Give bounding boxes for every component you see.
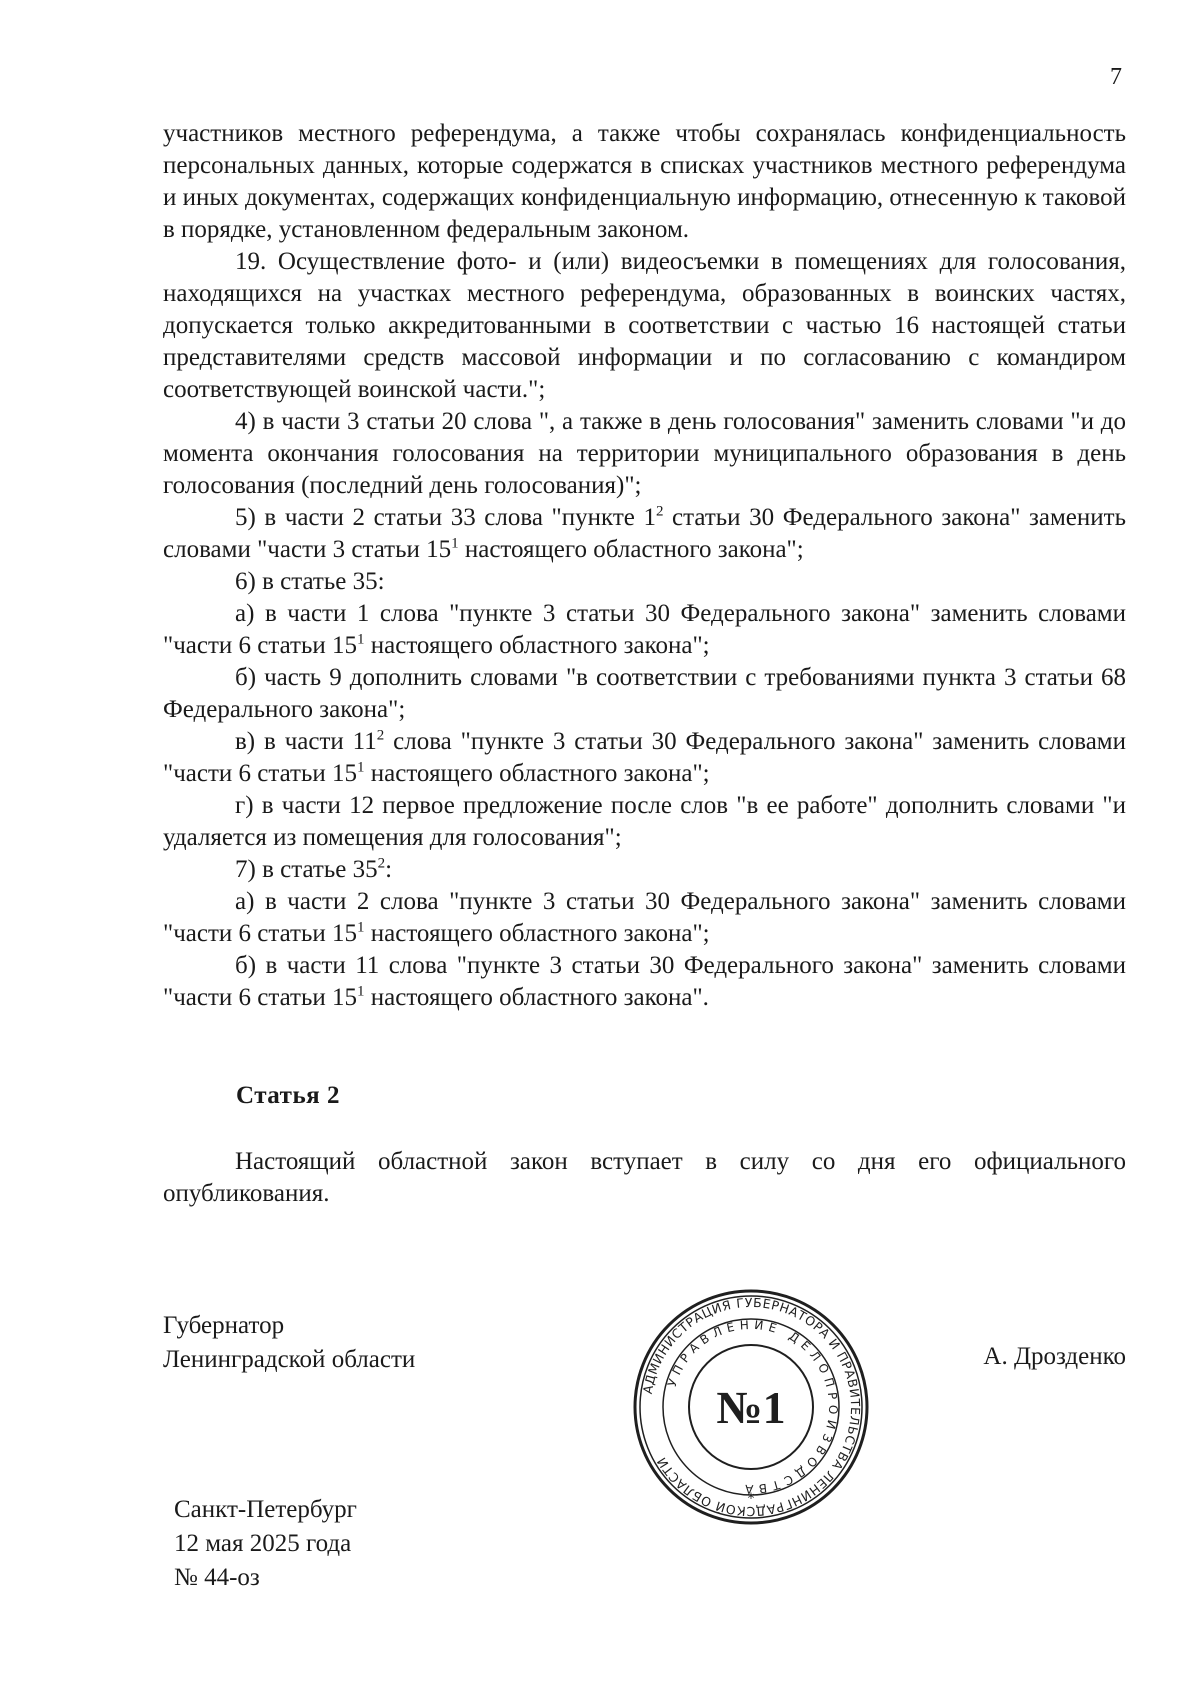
text-run: б) часть 9 дополнить словами "в соответствии с требованиями пункта 3 статьи 68 Федерального закона"; (163, 664, 1126, 723)
stamp-inner-text: УПРАВЛЕНИЕ ДЕЛОПРОИЗВОДСТВА (664, 1317, 841, 1497)
body-paragraph (163, 950, 1126, 1014)
text-run: участников местного референдума, а также чтобы сохранялась конфиденциальность персональных данных, которые содержатся в списках участников местного референдума и иных документах, содержащих конфиденциальную информацию, отнесенную к таковой в порядке, установленном федеральным законом. (163, 120, 1126, 243)
text-run: 6) в статье 35: (235, 568, 385, 595)
text-run: слова "пункте 3 статьи 30 Федерального закона" заменить словами "части 6 статьи 15 (163, 728, 1126, 787)
stamp-outer-text: АДМИНИСТРАЦИЯ ГУБЕРНАТОРА И ПРАВИТЕЛЬСТВА ЛЕНИНГРАДСКОЙ ОБЛАСТИ (639, 1294, 864, 1520)
text-run: а) в части 2 слова "пункте 3 статьи 30 Федерального закона" заменить словами "части 6 статьи 15 (163, 888, 1126, 947)
body-paragraph (163, 886, 1126, 950)
superscript: 1 (357, 759, 365, 776)
text-run: : (385, 856, 393, 883)
superscript: 1 (357, 631, 365, 648)
body-paragraph (163, 726, 1126, 790)
text-run: настоящего областного закона"; (364, 632, 710, 659)
article-paragraph: Настоящий областной закон вступает в силу со дня его официального опубликования. (163, 1148, 1126, 1207)
stamp-center-number: №1 (716, 1382, 786, 1433)
superscript: 1 (357, 919, 365, 936)
text-run: б) в части 11 слова "пункте 3 статьи 30 Федерального закона" заменить словами "части 6 статьи 15 (163, 952, 1126, 1011)
superscript: 1 (357, 983, 365, 1000)
body-paragraph (163, 662, 1126, 726)
city: Санкт-Петербург (174, 1496, 357, 1523)
text-run: г) в части 12 первое предложение после слов "в ее работе" дополнить словами "и удаляется из помещения для голосования"; (163, 792, 1126, 851)
body-paragraph (163, 790, 1126, 854)
text-run: статьи 30 Федерального закона" заменить словами "части 3 статьи 15 (163, 504, 1126, 563)
superscript: 2 (655, 503, 664, 520)
body-paragraph (163, 246, 1126, 406)
stamp-star-icon: * (747, 1491, 755, 1507)
text-run: настоящего областного закона"; (458, 536, 804, 563)
article-text (163, 1146, 1126, 1210)
law-number: № 44-оз (174, 1564, 260, 1591)
text-run: 4) в части 3 статьи 20 слова ", а также в день голосования" заменить словами "и до момента окончания голосования на территории муниципального образования в день голосования (последний день голосования)"; (163, 408, 1126, 499)
body-paragraph (163, 406, 1126, 502)
article-heading: Статья 2 (236, 1082, 340, 1109)
governor-title (163, 1309, 415, 1377)
superscript: 2 (377, 855, 386, 872)
body-paragraph (163, 118, 1126, 246)
date: 12 мая 2025 года (174, 1530, 352, 1557)
body-paragraph (163, 854, 1126, 886)
superscript: 2 (376, 727, 385, 744)
official-stamp-seal (631, 1287, 871, 1527)
body-paragraph (163, 598, 1126, 662)
text-run: настоящего областного закона"; (364, 760, 710, 787)
text-run: в) в части 11 (235, 728, 377, 755)
superscript: 1 (451, 535, 459, 552)
governor-title-line1: Губернатор (163, 1312, 285, 1339)
place-date-number (174, 1493, 357, 1595)
text-run: 19. Осуществление фото- и (или) видеосъемки в помещениях для голосования, находящихся на участках местного референдума, образованных в воинских частях, допускается только аккредитованными в соответствии с частью 16 настоящей статьи представителями средств массовой информации и по согласованию с командиром соответствующей воинской части."; (163, 248, 1126, 403)
body-paragraph (163, 502, 1126, 566)
page-number: 7 (1110, 64, 1122, 90)
text-run: настоящего областного закона"; (364, 920, 710, 947)
amendments-body (163, 118, 1126, 1014)
body-paragraph (163, 566, 1126, 598)
governor-name: А. Дрозденко (983, 1343, 1126, 1370)
text-run: настоящего областного закона". (364, 984, 709, 1011)
text-run: 5) в части 2 статьи 33 слова "пункте 1 (235, 504, 656, 531)
governor-title-line2: Ленинградской области (163, 1346, 416, 1373)
text-run: 7) в статье 35 (235, 856, 378, 883)
text-run: а) в части 1 слова "пункте 3 статьи 30 Федерального закона" заменить словами "части 6 статьи 15 (163, 600, 1126, 659)
